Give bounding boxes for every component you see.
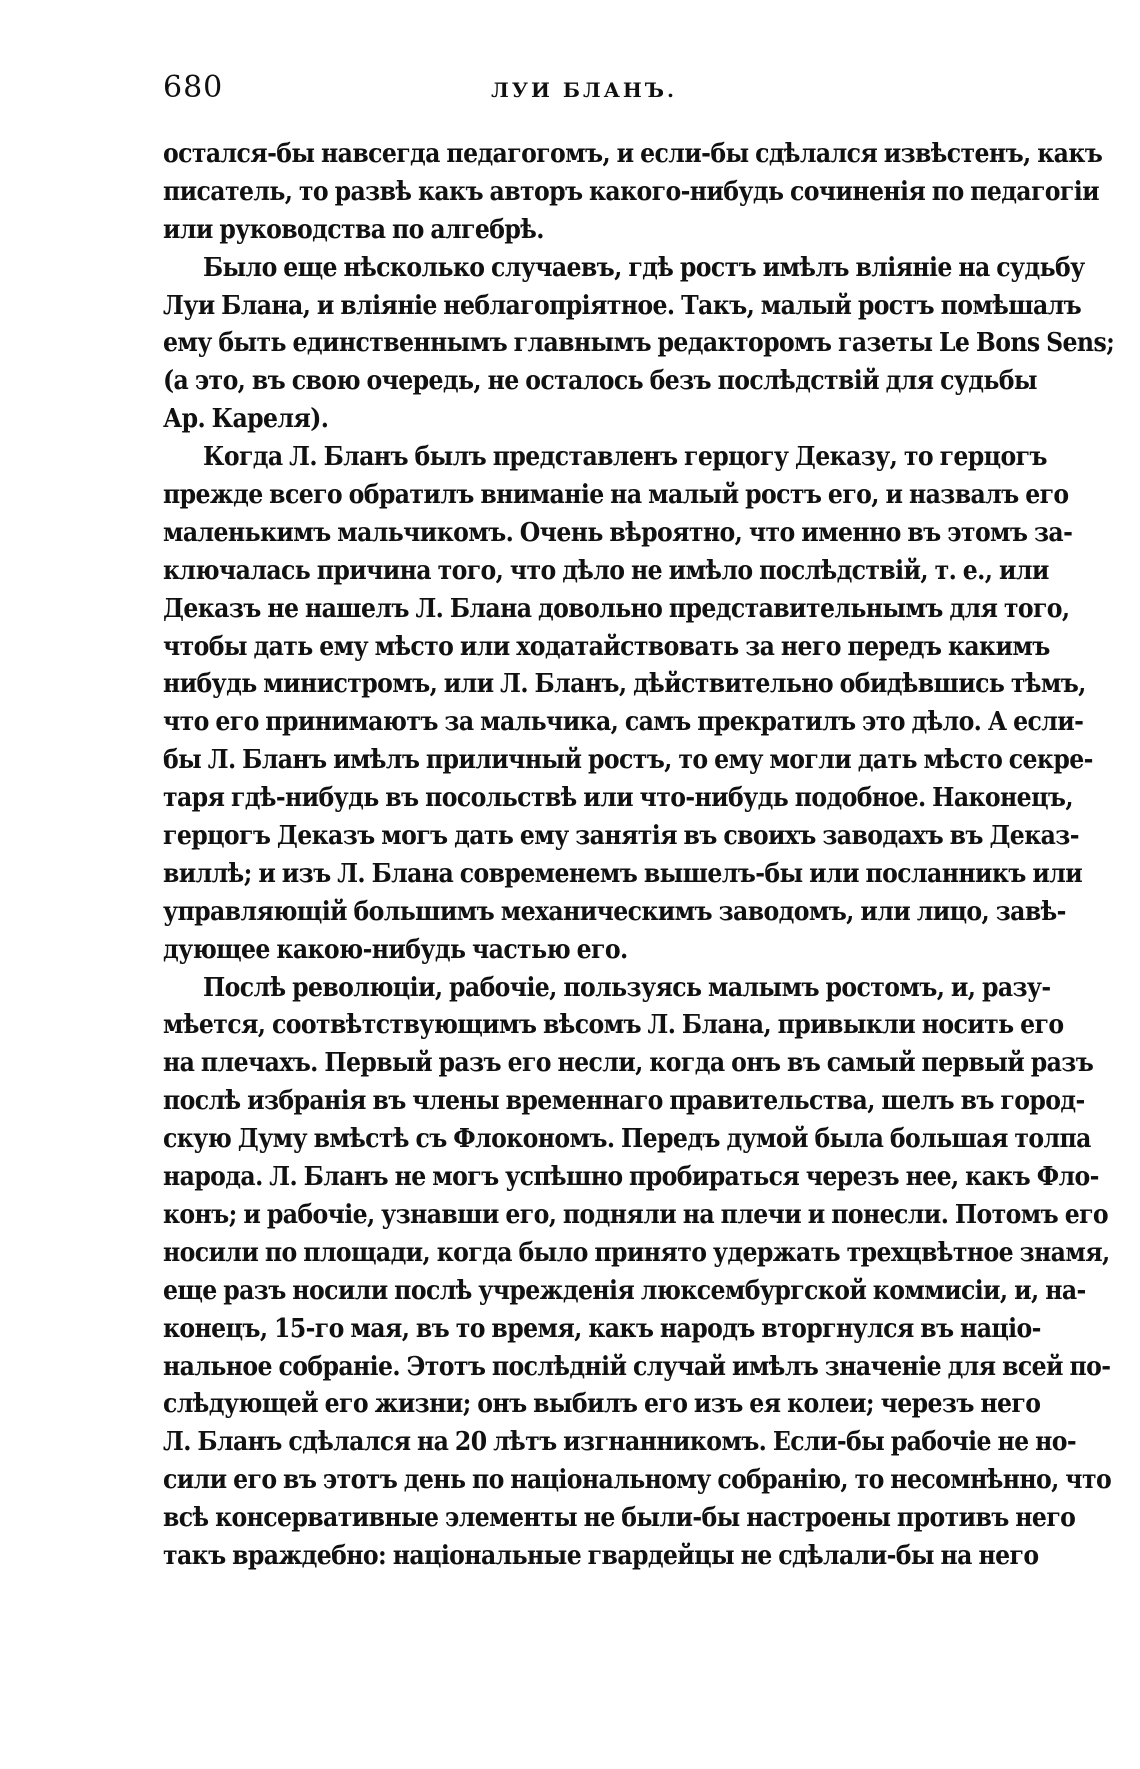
text-line: Было еще нѣсколько случаевъ, гдѣ ростъ имѣлъ вліяніе на судьбу [203,251,1085,283]
text-line: ключалась причина того, что дѣло не имѣло послѣдствій, т. е., или [163,554,1049,586]
text-line: Луи Блана, и вліяніе неблагопріятное. Такъ, малый ростъ помѣшалъ [163,289,1082,321]
paragraph [163,438,1093,968]
text-line: такъ враждебно: національные гвардейцы не сдѣлали-бы на него [163,1539,1039,1571]
text-line: виллѣ; и изъ Л. Блана современемъ вышелъ-бы или посланникъ или [163,857,1083,889]
text-line: Когда Л. Бланъ былъ представленъ герцогу Деказу, то герцогъ [203,441,1047,473]
running-title: ЛУИ БЛАНЪ. [491,78,677,102]
text-line: конецъ, 15-го мая, въ то время, какъ народъ вторгнулся въ націо- [163,1312,1041,1344]
text-line: всѣ консервативные элементы не были-бы настроены противъ него [163,1502,1076,1534]
text-line: Ар. Кареля). [163,403,329,435]
text-line: чтобы дать ему мѣсто или ходатайствовать за него передъ какимъ [163,630,1050,662]
text-line: еще разъ носили послѣ учрежденія люксембургской коммисіи, и, на- [163,1274,1086,1306]
text-line: прежде всего обратилъ вниманіе на малый ростъ его, и назвалъ его [163,479,1069,511]
body-text [163,135,1115,1575]
text-line: мѣется, соотвѣтствующимъ вѣсомъ Л. Блана, привыкли носить его [163,1009,1064,1041]
text-line: народа. Л. Бланъ не могъ успѣшно пробираться черезъ нее, какъ Фло- [163,1161,1099,1193]
page-header [163,70,1005,110]
text-line: слѣдующей его жизни; онъ выбилъ его изъ ея колеи; черезъ него [163,1388,1041,1420]
paragraph [163,969,1112,1575]
text-line: послѣ избранія въ члены временнаго правительства, шелъ въ город- [163,1085,1085,1117]
text-line: или руководства по алгебрѣ. [163,213,544,245]
paragraph [163,135,1103,249]
text-line: сили его въ этотъ день по національному собранію, то несомнѣнно, что [163,1464,1112,1496]
text-line: Деказъ не нашелъ Л. Блана довольно представительнымъ для того, [163,592,1070,624]
text-line: маленькимъ мальчикомъ. Очень вѣроятно, что именно въ этомъ за- [163,516,1073,548]
text-line: герцогъ Деказъ могъ дать ему занятія въ своихъ заводахъ въ Деказ- [163,820,1079,852]
text-line: скую Думу вмѣстѣ съ Флокономъ. Передъ думой была большая толпа [163,1123,1091,1155]
text-line: бы Л. Бланъ имѣлъ приличный ростъ, то ему могли дать мѣсто секре- [163,744,1093,776]
text-line: что его принимаютъ за мальчика, самъ прекратилъ это дѣло. А если- [163,706,1084,738]
text-line: конъ; и рабочіе, узнавши его, подняли на плечи и понесли. Потомъ его [163,1198,1109,1230]
text-line: таря гдѣ-нибудь въ посольствѣ или что-нибудь подобное. Наконецъ, [163,782,1073,814]
paragraph [163,249,1115,438]
text-line: Л. Бланъ сдѣлался на 20 лѣтъ изгнанникомъ. Если-бы рабочіе не но- [163,1426,1077,1458]
text-line: носили по площади, когда было принято удержать трехцвѣтное знамя, [163,1236,1110,1268]
text-line: управляющій большимъ механическимъ заводомъ, или лицо, завѣ- [163,895,1066,927]
text-line: остался-бы навсегда педагогомъ, и если-бы сдѣлался извѣстенъ, какъ [163,138,1103,169]
text-line: писатель, то развѣ какъ авторъ какого-нибудь сочиненія по педагогіи [163,175,1099,207]
text-line: дующее какою-нибудь частью его. [163,933,628,965]
text-line: нальное собраніе. Этотъ послѣдній случай имѣлъ значеніе для всей по- [163,1350,1111,1382]
text-line: ему быть единственнымъ главнымъ редакторомъ газеты Le Bons Sens; [163,327,1115,359]
text-line: (а это, въ свою очередь, не осталось безъ послѣдствій для судьбы [163,365,1037,397]
text-line: нибудь министромъ, или Л. Бланъ, дѣйствительно обидѣвшись тѣмъ, [163,668,1086,700]
text-line: на плечахъ. Первый разъ его несли, когда онъ въ самый первый разъ [163,1047,1094,1079]
page-number: 680 [163,70,224,105]
text-line: Послѣ революціи, рабочіе, пользуясь малымъ ростомъ, и, разу- [203,971,1051,1003]
